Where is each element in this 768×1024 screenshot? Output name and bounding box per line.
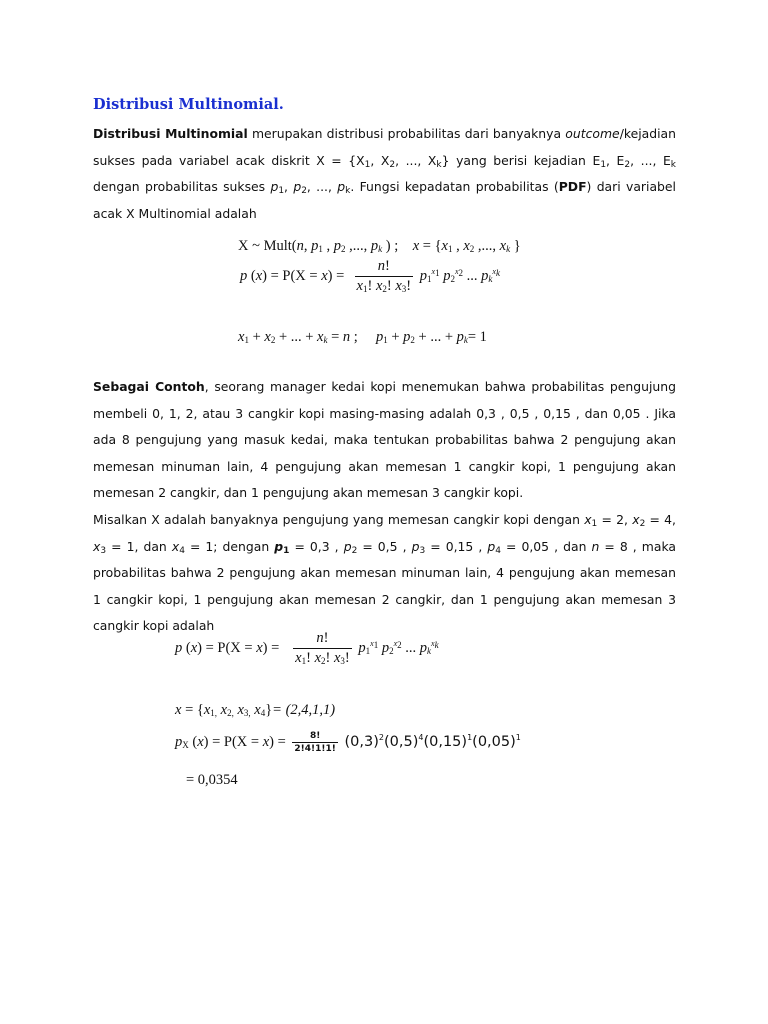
term-bold: Distribusi Multinomial: [93, 126, 248, 141]
solution-paragraph: Misalkan X adalah banyaknya pengujung yang memesan cangkir kopi dengan $x_1 = 2$, $x_2 = 4$, $x_3 = 1$, dan $x_4 = 1$; dengan $p_1 = 0,3$ , $p_2 = 0,5$ , $p_3 = 0,15$ , $p_4 = 0,05$ , dan n = 8 , maka probabilitas bahwa 2 pengujung akan memesan minuman lain, 4 pengujung akan memesan 1 cangkir kopi, 1 pengujung akan memesan 2 cangkir, dan 1 pengujung akan memesan 3 cangkir kopi adalah: [93, 512, 677, 633]
pdf-fraction-repeat: $\frac{n!}{x_1! x_2! x_3!}$: [295, 630, 350, 666]
equation-pdf: p (x) = P(X = x) = $\frac{n!}{x_1! x_2! x_3!}$ $p_1^{x_1}$ $p_2^{x_2}$ ... $p_k^{x_k}$: [240, 258, 500, 294]
equation-x-values: $x = \{x_{1,}$ $x_{2,}$ $x_{3,}$ $x_4\}= (2,4,1,1)$: [175, 702, 336, 718]
example-paragraph: Sebagai Contoh, seorang manager kedai kopi menemukan bahwa probabilitas pengujung membeli 0, 1, 2, atau 3 cangkir kopi masing-masing adalah 0,3 , 0,5 , 0,15 , dan 0,05 . Jika ada 8 pengujung yang masuk kedai, maka tentukan probabilitas bahwa 2 pengujung akan memesan minuman lain, 4 pengujung akan memesan 1 cangkir kopi, 1 pengujung akan memesan 2 cangkir, dan 1 pengujung akan memesan 3 cangkir kopi.: [93, 379, 676, 500]
equation-pdf-repeat: p (x) = P(X = x) = $\frac{n!}{x_1! x_2! x_3!}$ $p_1^{x_1}$ $p_2^{x_2}$ ... $p_k^{x_k}$: [175, 630, 439, 666]
equation-mult-definition: X ~ Mult(n, $p_1$ , $p_2$ ,..., $p_k$ ) ; $x = \{x_1$ , $x_2$ ,..., $x_k$ }: [238, 238, 521, 254]
equation-substitution: $p_X$ (x) = P(X = x) = $\frac{8!}{2!4!1!1!}$ $(0,3)^2(0,5)^4(0,15)^1(0,05)^1$: [175, 731, 521, 754]
result-value: = 0,0354: [186, 772, 238, 788]
substitution-fraction: $\frac{8!}{2!4!1!1!}$: [294, 731, 336, 754]
section-heading: Distribusi Multinomial.: [93, 96, 284, 113]
pdf-fraction: $\frac{n!}{x_1! x_2! x_3!}$: [356, 258, 412, 294]
equation-constraints: $x_1 + x_2$ + ... + $x_k = n$ ; $p_1 + p_2$ + ... + $p_k= 1$: [238, 329, 487, 345]
intro-paragraph: Distribusi Multinomial merupakan distribusi probabilitas dari banyaknya outcome/kejadian sukses pada variabel acak diskrit $X = \{X_1$, $X_2$, ..., $X_k$} yang berisi kejadian $E_1$, $E_2$, ..., $E_k$ dengan probabilitas sukses $p_1$, $p_2$, ..., $p_k$. Fungsi kepadatan probabilitas (PDF) dari variabel acak X Multinomial adalah: [93, 126, 677, 221]
